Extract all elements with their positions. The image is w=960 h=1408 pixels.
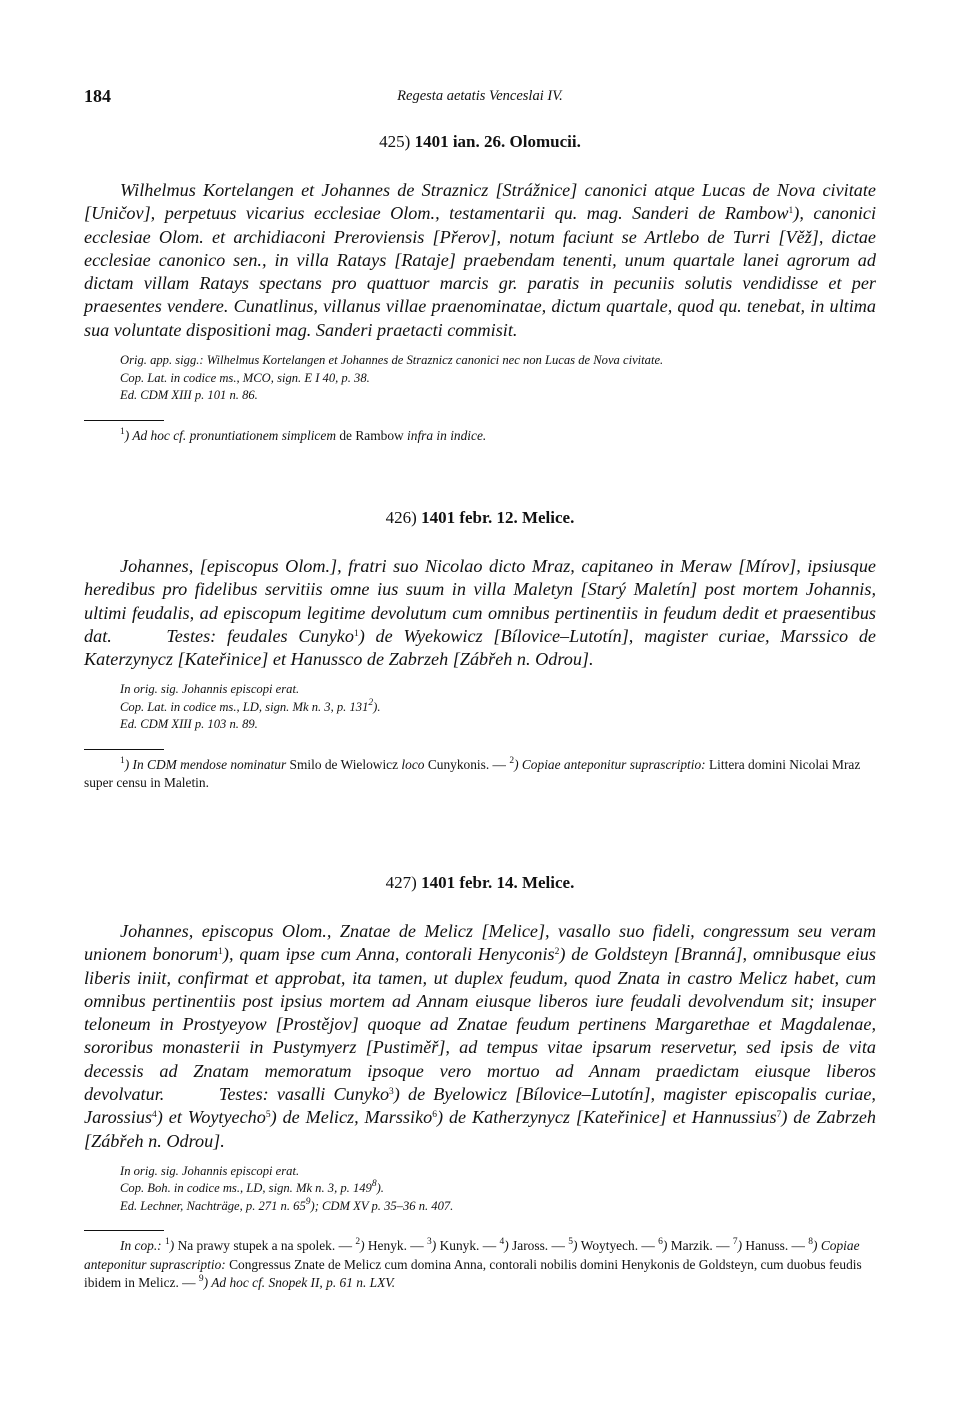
apparatus bbox=[120, 1163, 876, 1216]
entry-heading bbox=[84, 508, 876, 528]
footnote-fragment: Hanuss. — bbox=[745, 1238, 809, 1254]
regest-fragment: Johannes, episcopus Olom., Znatae de Melicz [Melice], vasallo suo fideli, congressum seu veram unionem bonorum bbox=[84, 921, 876, 965]
footnote-fragment: ) bbox=[572, 1238, 581, 1254]
footnote-fragment: Woytyech. — bbox=[580, 1238, 659, 1254]
footnote-fragment: loco bbox=[401, 756, 425, 772]
footnote-fragment: ) Ad hoc cf. pronuntiationem simplicem bbox=[124, 427, 336, 443]
entry-date: 1401 febr. 12. bbox=[421, 508, 518, 527]
footnote-ref: 7 bbox=[732, 1237, 738, 1248]
footnote-fragment: Smilo de Wielowicz bbox=[286, 756, 402, 772]
footnote-ref: 8 bbox=[371, 1179, 377, 1190]
apparatus-line bbox=[120, 1198, 876, 1216]
regest-text bbox=[84, 920, 876, 1153]
footnote-ref: 3 bbox=[389, 1087, 394, 1098]
footnote-ref: 2 bbox=[509, 755, 515, 766]
apparatus-line: Orig. app. sigg.: Wilhelmus Kortelangen et Johannes de Straznicz canonici nec non Lucas de Nova civitate. bbox=[120, 353, 664, 368]
footnote-fragment: ) bbox=[737, 1238, 746, 1254]
regest-fragment: Johannes, [episcopus Olom.], fratri suo Nicolao dicto Mraz, capitaneo in Meraw [Mírov], ipsiusque heredibus pro fidelibus servitiis omne ius suum in villa Maletyn [Starý Maletín] post mortem Johannis, ultimi feudalis, ad episcopum legitime devolutum cum omnibus pertinentiis in feudum dedit et praesentibus dat. bbox=[84, 556, 876, 646]
footnote-ref: 2 bbox=[554, 947, 560, 958]
footnote bbox=[84, 427, 876, 446]
page-number: 184 bbox=[84, 86, 111, 106]
footnote-fragment: ) bbox=[431, 1238, 440, 1254]
footnote-ref: 1 bbox=[218, 947, 223, 958]
apparatus-line: Ed. CDM XIII p. 101 n. 86. bbox=[120, 388, 258, 403]
footnote-ref: 6 bbox=[432, 1110, 437, 1121]
footnote-ref: 2 bbox=[355, 1237, 361, 1248]
entry-date: 1401 ian. 26. bbox=[414, 132, 506, 151]
running-head bbox=[84, 86, 876, 110]
regest-fragment: ) de Goldsteyn [Branná], omnibusque eius liberis iniit, confirmat et approbat, ita tamen, ut duplex feudum, quod Znata in castro Melicz habet, cum omnibus pertinentiis post ipsius mortem ad Annam eiusque liberos iure feudali devolvendum sit; insuper teloneum in Prostyeyow [Prostějov] quoque ad Znatae feudum pertinens Margarethae et Magdalenae, sororibus monasterii in Pustymyerz [Pustiměř], ad tempus vitae ipsarum reservetur, sed ipsis de vita decessis ad Znatam memoratum ipsoque vero mortuo ad Annam praedictam eiusque liberos devolvatur. bbox=[84, 944, 876, 1105]
footnote-rule bbox=[84, 420, 164, 421]
entry-number: 425) bbox=[379, 132, 411, 151]
footnote-ref: 8 bbox=[808, 1237, 814, 1248]
footnote-fragment: Henyk. — bbox=[367, 1238, 428, 1254]
footnote-ref: 7 bbox=[776, 1110, 782, 1121]
footnote-fragment: ) In CDM mendose nominatur bbox=[124, 756, 287, 772]
apparatus-fragment: ). bbox=[376, 1181, 384, 1196]
apparatus-line bbox=[120, 1180, 876, 1198]
regest-fragment: ) de Melicz, Marssiko bbox=[270, 1107, 433, 1128]
footnote-ref: 6 bbox=[658, 1237, 663, 1248]
entry-heading bbox=[84, 132, 876, 152]
regest-fragment: ) de Byelowicz [Bílovice–Lutotín], magister episcopalis curiae, Jarossius bbox=[84, 1084, 876, 1128]
footnote-fragment: ) bbox=[504, 1238, 513, 1254]
entry-date: 1401 febr. 14. bbox=[421, 873, 518, 892]
footnote-fragment: ) Ad hoc cf. Snopek II, p. 61 n. LXV. bbox=[203, 1275, 396, 1291]
footnote-fragment: ) Copiae anteponitur suprascriptio: bbox=[84, 1238, 860, 1272]
regest-fragment: ) de Katherzynycz [Kateřinice] et Hannussius bbox=[437, 1107, 777, 1128]
footnote-rule bbox=[84, 749, 164, 750]
footnote-fragment: In cop.: bbox=[120, 1238, 165, 1254]
apparatus-line: In orig. sig. Johannis episcopi erat. bbox=[120, 1163, 300, 1178]
entry-number: 426) bbox=[385, 508, 417, 527]
footnote-fragment: Marzik. — bbox=[670, 1238, 733, 1254]
footnote-ref: 4 bbox=[499, 1237, 505, 1248]
entry-427 bbox=[84, 873, 876, 1293]
regest-fragment: ), canonici ecclesiae Olom. et archidiaconi Preroviensis [Přerov], notum faciunt se Artlebo de Turri [Věž], dictae ecclesiae canonico sen., in villa Ratays [Rataje] praebendam tenenti, unum quartale lanei agrorum ad dictam villam Ratays spectans pro quattuor marcis gr. paratis in pecuniis solutis vendidisse et per praesentes vendere. Cunatlinus, villanus villae praenominatae, dictum quartale, quod qu. tenebat, in ultima sua voluntate dispositioni mag. Sanderi praetacti commisit. bbox=[84, 203, 876, 340]
apparatus-line bbox=[120, 699, 876, 717]
regest-fragment: ) et Woytyecho bbox=[156, 1107, 266, 1128]
footnote-fragment: Littera domini Nicolai Mraz super censu in Maletin. bbox=[84, 756, 861, 791]
entry-426 bbox=[84, 508, 876, 793]
footnote-ref: 5 bbox=[265, 1110, 271, 1121]
footnote-ref: 1 bbox=[353, 628, 359, 639]
footnote-rule bbox=[84, 1230, 164, 1231]
footnote-fragment: ) bbox=[169, 1238, 178, 1254]
footnote-fragment: Congressus Znate de Melicz cum domina Anna, contorali nobilis domini Henykonis de Goldsteyn, cum duobus feudis ibidem in Melicz. — bbox=[84, 1256, 862, 1291]
regest-text bbox=[84, 555, 876, 671]
apparatus-fragment: Cop. Lat. in codice ms., LD, sign. Mk n. 3, p. 131 bbox=[120, 699, 369, 714]
apparatus-fragment: ). bbox=[373, 699, 381, 714]
regest-fragment: ) de Zabrzeh [Zábřeh n. Odrou]. bbox=[84, 1107, 876, 1151]
entry-heading bbox=[84, 873, 876, 893]
entry-place: Melice. bbox=[521, 508, 575, 527]
entry-place: Olomucii. bbox=[509, 132, 581, 151]
footnote bbox=[84, 756, 876, 793]
footnote-ref: 1 bbox=[120, 426, 125, 437]
apparatus-line: Ed. CDM XIII p. 103 n. 89. bbox=[120, 717, 258, 732]
footnote-fragment: Cunykonis. — bbox=[424, 756, 510, 772]
entry-place: Melice. bbox=[521, 873, 575, 892]
apparatus-line: Cop. Lat. in codice ms., MCO, sign. E I 40, p. 38. bbox=[120, 370, 370, 385]
footnote-fragment: ) Copiae anteponitur suprascriptio: bbox=[514, 756, 706, 772]
apparatus bbox=[120, 352, 876, 405]
footnote-fragment: ) bbox=[360, 1238, 368, 1254]
apparatus-fragment: Cop. Boh. in codice ms., LD, sign. Mk n. 3, p. 149 bbox=[120, 1181, 372, 1196]
apparatus-line: In orig. sig. Johannis episcopi erat. bbox=[120, 682, 300, 697]
footnote bbox=[84, 1237, 876, 1293]
footnote-ref: 5 bbox=[568, 1237, 573, 1248]
apparatus-fragment: Ed. Lechner, Nachträge, p. 271 n. 65 bbox=[120, 1198, 306, 1213]
footnote-fragment: Na prawy stupek a na spolek. — bbox=[177, 1238, 356, 1254]
footnote-ref: 3 bbox=[427, 1237, 432, 1248]
regest-fragment: Testes: vasalli Cunyko bbox=[218, 1084, 390, 1105]
footnote-ref: 1 bbox=[120, 755, 125, 766]
regest-fragment: ), quam ipse cum Anna, contorali Henyconis bbox=[222, 944, 555, 965]
entry-425 bbox=[84, 132, 876, 445]
regest-fragment: ) de Wyekowicz [Bílovice–Lutotín], magister curiae, Marssico de Katerzynycz [Kateřinice] et Hanussco de Zabrzeh [Zábřeh n. Odrou]. bbox=[84, 625, 876, 670]
footnote-fragment: infra in indice. bbox=[407, 427, 487, 443]
footnote-fragment: ) bbox=[662, 1238, 671, 1254]
footnote-ref: 1 bbox=[788, 206, 794, 217]
footnote-fragment: de Rambow bbox=[336, 427, 408, 443]
regest-text bbox=[84, 179, 876, 342]
entry-number: 427) bbox=[385, 873, 417, 892]
apparatus bbox=[120, 681, 876, 734]
footnote-ref: 9 bbox=[305, 1196, 311, 1207]
apparatus-fragment: ); CDM XV p. 35–36 n. 407. bbox=[310, 1198, 454, 1213]
running-title: Regesta aetatis Venceslai IV. bbox=[397, 88, 563, 104]
regest-fragment: Testes: feudales Cunyko bbox=[166, 625, 354, 646]
footnote-ref: 9 bbox=[198, 1274, 204, 1285]
footnote-ref: 4 bbox=[152, 1110, 157, 1121]
footnote-ref: 1 bbox=[165, 1237, 170, 1248]
footnote-ref: 2 bbox=[368, 697, 374, 708]
footnote-fragment: Jaross. — bbox=[512, 1238, 569, 1254]
footnote-fragment: Kunyk. — bbox=[439, 1238, 500, 1254]
regest-fragment: Wilhelmus Kortelangen et Johannes de Straznicz [Strážnice] canonici atque Lucas de Nova civitate [Uničov], perpetuus vicarius ecclesiae Olom., testamentarii qu. mag. Sanderi de Rambow bbox=[84, 180, 876, 224]
